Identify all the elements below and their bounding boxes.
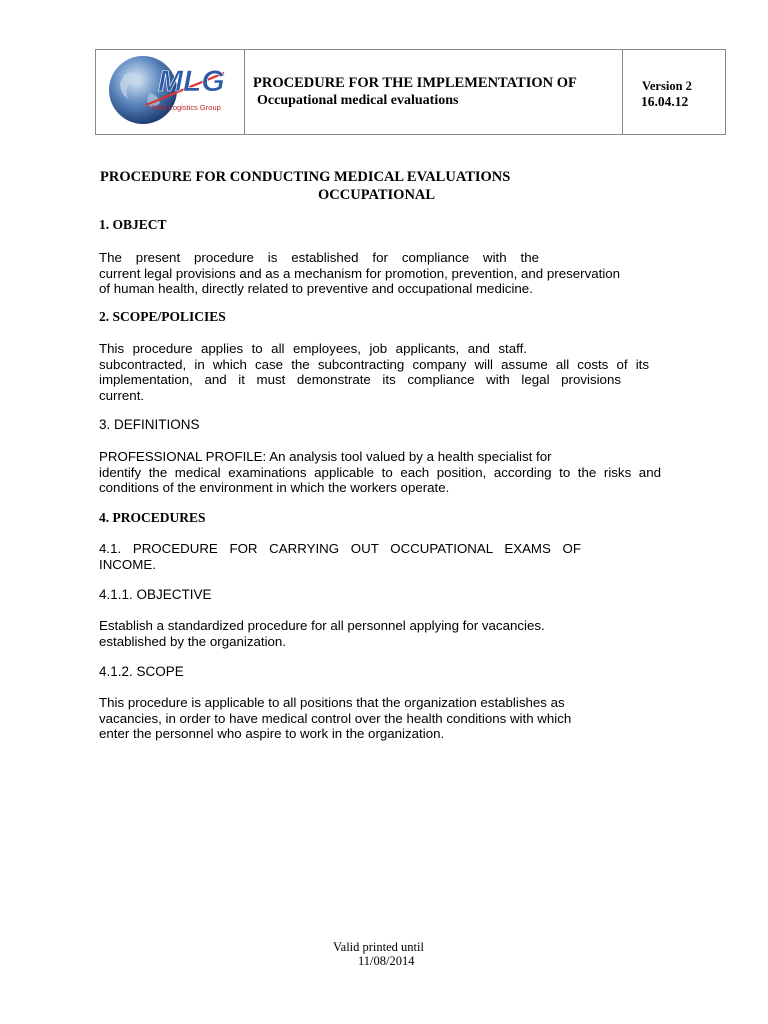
section-definitions-heading: 3. DEFINITIONS <box>99 417 200 432</box>
version-date: 16.04.12 <box>641 94 689 109</box>
body-line: This procedure is applicable to all positions that the organization establishes as <box>99 695 565 710</box>
document-title-line1: PROCEDURE FOR CONDUCTING MEDICAL EVALUATIONS <box>100 169 511 185</box>
scope-heading: 4.1.2. SCOPE <box>99 664 184 679</box>
header-subtitle: Occupational medical evaluations <box>257 93 459 108</box>
body-line: identify the medical examinations applicable to each position, according to the risks and <box>99 464 661 480</box>
body-line: This procedure applies to all employees, job applicants, and staff. <box>99 341 527 356</box>
document-header <box>95 49 726 135</box>
section-object-heading: 1. OBJECT <box>99 217 167 232</box>
body-line: current legal provisions and as a mechanism for promotion, prevention, and preservation <box>99 265 621 281</box>
body-line: subcontracted, in which case the subcontracting company will assume all costs of its <box>99 356 649 372</box>
header-title-cell <box>244 50 623 134</box>
body-line: established by the organization. <box>99 633 287 649</box>
objective-heading: 4.1.1. OBJECTIVE <box>99 587 212 602</box>
body-line: INCOME. <box>99 556 156 572</box>
body-line: implementation, and it must demonstrate its compliance with legal provisions <box>99 372 621 387</box>
logo-letters: MLG <box>158 65 225 98</box>
body-line: 4.1. PROCEDURE FOR CARRYING OUT OCCUPATIONAL EXAMS OF <box>99 541 581 556</box>
document-title <box>100 168 660 204</box>
body-line: current. <box>99 387 145 403</box>
footer-validity-date: 11/08/2014 <box>358 954 415 968</box>
body-line: enter the personnel who aspire to work in the organization. <box>99 726 445 741</box>
section-definitions-body <box>99 449 661 496</box>
section-scope-heading: 2. SCOPE/POLICIES <box>99 309 226 324</box>
mlg-logo <box>106 53 236 127</box>
logo-cell <box>96 50 245 134</box>
procedure-4-1-heading <box>99 541 661 572</box>
objective-body <box>99 618 661 649</box>
header-version-cell <box>623 50 725 134</box>
page-footer <box>300 940 470 968</box>
body-line: Establish a standardized procedure for all personnel applying for vacancies. <box>99 618 545 633</box>
body-line: conditions of the environment in which the workers operate. <box>99 480 450 495</box>
logo-subtext: Med Logistics Group <box>152 103 221 112</box>
header-title: PROCEDURE FOR THE IMPLEMENTATION OF <box>253 75 577 91</box>
body-line: The present procedure is established for compliance with the <box>99 250 539 265</box>
section-procedures-heading: 4. PROCEDURES <box>99 510 206 525</box>
footer-validity-label: Valid printed until <box>333 940 424 954</box>
body-line: PROFESSIONAL PROFILE: An analysis tool valued by a health specialist for <box>99 449 552 464</box>
document-title-line2: OCCUPATIONAL <box>318 187 436 203</box>
section-scope-body <box>99 341 661 403</box>
version-label: Version 2 <box>642 79 692 93</box>
section-object-body <box>99 250 661 297</box>
body-line: vacancies, in order to have medical control over the health conditions with which <box>99 710 572 726</box>
body-line: of human health, directly related to preventive and occupational medicine. <box>99 281 533 296</box>
scope-body <box>99 695 661 742</box>
